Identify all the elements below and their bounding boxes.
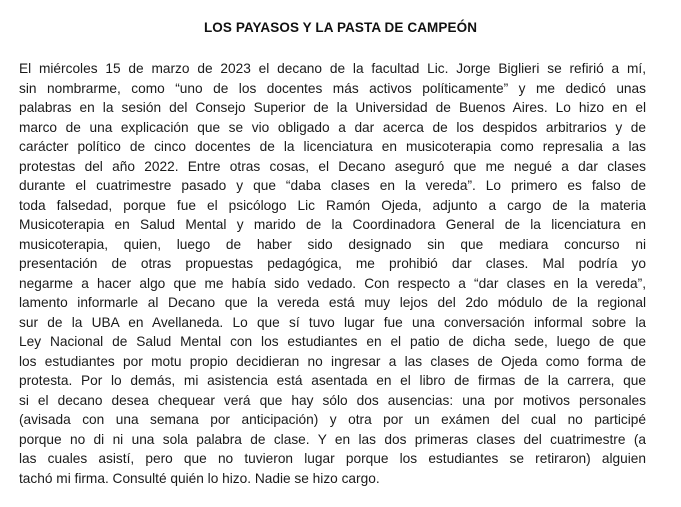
body-line: sur de la UBA en Avellaneda. Lo que sí tuvo lugar fue una conversación informal sobre la [19,314,646,330]
body-line: marco de una explicación que se vio obligado a dar acerca de los despidos arbitrarios y de [19,119,646,135]
body-line: musicoterapia, quien, luego de haber sido designado sin que mediara concurso ni [19,236,646,252]
body-line: protesta. Por lo demás, mi asistencia está asentada en el libro de firmas de la carrera, que [19,373,646,388]
body-line: carácter político de cinco docentes de la licenciatura en musicoterapia como represalia a las [19,139,646,154]
body-line: lamento informarle al Decano que la vereda está muy lejos del 2do módulo de la regional [19,295,646,310]
body-line: (avisada con una semana por anticipación) y otra por un exámen del cual no participé [19,412,646,427]
body-line: durante el cuatrimestre pasado y que “daba clases en la vereda”. Lo primero es falso de [19,178,646,193]
body-line: porque no di ni una sola palabra de clase. Y en las dos primeras clases del cuatrimestre (a [19,431,646,447]
body-line: si el decano desea chequear verá que hay sólo dos ausencias: una por motivos personales [19,392,646,408]
body-line: negarme a hacer algo que me había sido vedado. Con respecto a “dar clases en la vereda”, [19,275,646,291]
body-line: tachó mi firma. Consulté quién lo hizo. Nadie se hizo cargo. [19,470,380,486]
body-line: Musicoterapia en Salud Mental y marido de la Coordinadora General de la licenciatura en [19,217,646,232]
body-line: Ley Nacional de Salud Mental con los estudiantes en el patio de dicha sede, luego de que [19,334,646,349]
body-line: las cuales asistí, pero que no tuvieron lugar porque los estudiantes se retiraron) alguien [19,451,646,466]
body-line: protestas del año 2022. Entre otras cosas, el Decano aseguró que me negué a dar clases [19,158,646,174]
body-line: palabras en la sesión del Consejo Superior de la Universidad de Buenos Aires. Lo hizo en el [19,100,646,115]
body-line: toda falsedad, porque fue el psicólogo Lic Ramón Ojeda, adjunto a cargo de la materia [19,197,646,213]
body-line: los estudiantes por motu propio decidieran no ingresar a las clases de Ojeda como forma de [19,353,646,369]
body-line: El miércoles 15 de marzo de 2023 el decano de la facultad Lic. Jorge Biglieri se refirió a mí, [19,61,646,76]
body-line: sin nombrarme, como “uno de los docentes más activos políticamente” y me dedicó unas [19,80,646,96]
document-title: LOS PAYASOS Y LA PASTA DE CAMPEÓN [203,20,478,35]
body-line: presentación de otras propuestas pedagógica, me prohibió dar clases. Mal podría yo [19,256,646,271]
document-body [19,59,646,488]
